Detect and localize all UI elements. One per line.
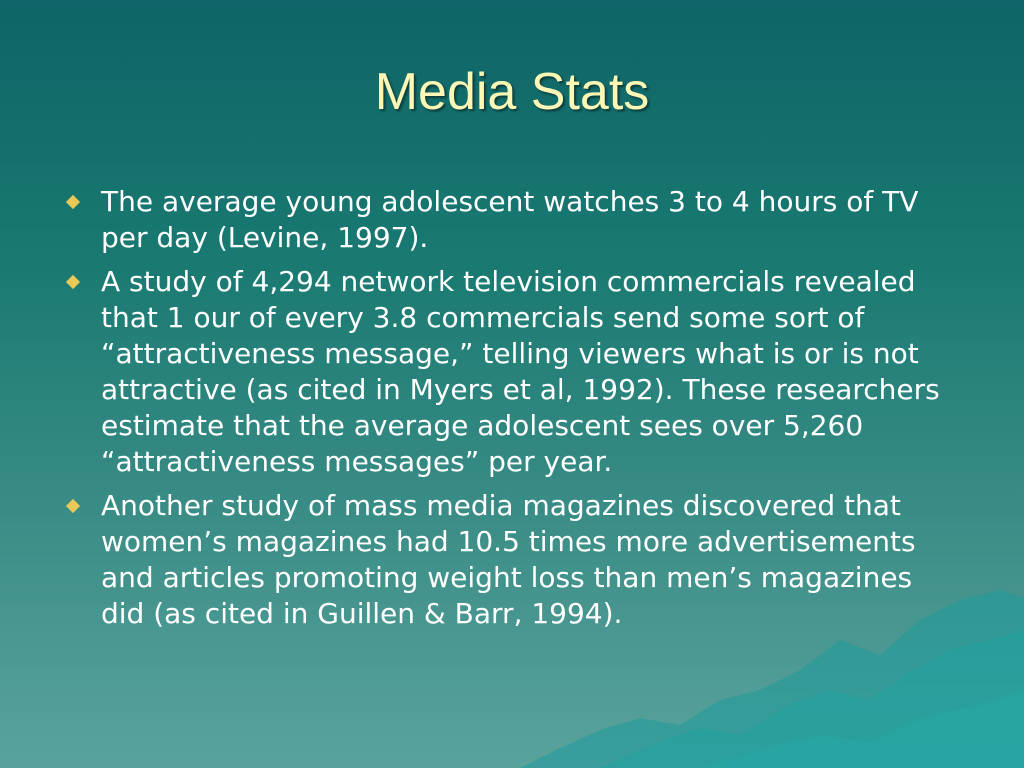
bullet-list bbox=[62, 184, 962, 640]
bullet-item bbox=[62, 184, 962, 256]
bullet-text: Another study of mass media magazines discovered that women’s magazines had 10.5 times more advertisements and articles promoting weight loss than men’s magazines did (as cited in Guillen & Barr, 1994). bbox=[101, 489, 916, 630]
slide-title: Media Stats bbox=[374, 63, 650, 121]
diamond-bullet-icon bbox=[66, 275, 80, 289]
diamond-bullet-icon bbox=[66, 195, 80, 209]
bullet-text: The average young adolescent watches 3 to 4 hours of TV per day (Levine, 1997). bbox=[101, 185, 919, 254]
bullet-item bbox=[62, 488, 962, 632]
diamond-bullet-icon bbox=[66, 499, 80, 513]
bullet-text: A study of 4,294 network television commercials revealed that 1 our of every 3.8 commercials send some sort of “attractiveness message,” telling viewers what is or is not attractive (as cited in Myers et al, 1992). These researchers estimate that the average adolescent sees over 5,260 “attractiveness messages” per year. bbox=[101, 265, 940, 478]
bullet-item bbox=[62, 264, 962, 480]
